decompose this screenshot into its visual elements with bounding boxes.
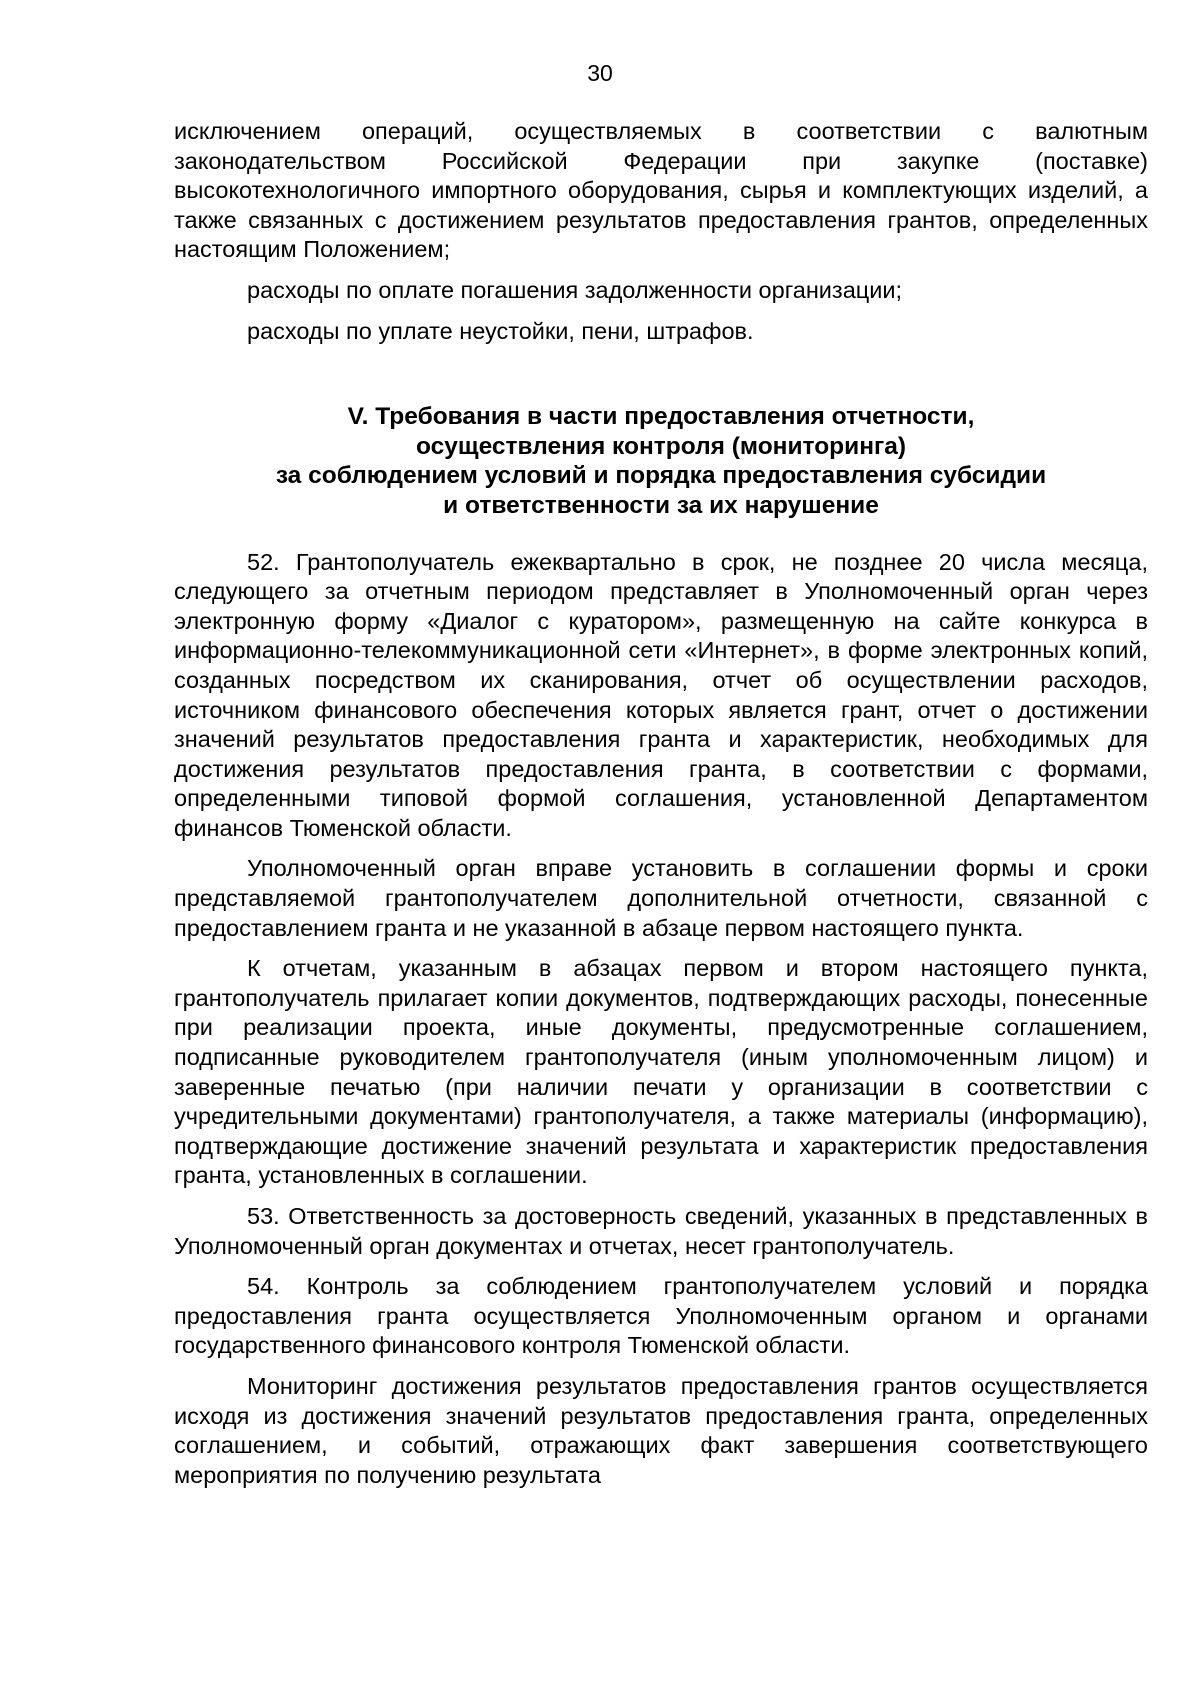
- paragraph-expenses-debt: расходы по оплате погашения задолженности организации;: [247, 276, 903, 303]
- paragraph-item-52: 52. Грантополучатель ежеквартально в срок, не позднее 20 числа месяца, следующего за отчетным периодом представляет в Уполномоченный орган через электронную форму «Диалог с куратором», размещенную на сайте конкурса в информационно-телекоммуникационной сети «Интернет», в форме электронных копий, созданных посредством их сканирования, отчет об осуществлении расходов, источником финансового обеспечения которых является грант, отчет о достижении значений результатов предоставления гранта и характеристик, необходимых для достижения результатов предоставления гранта, в соответствии с формами, определенными типовой формой соглашения, установленной Департаментом финансов Тюменской области.: [174, 548, 1148, 841]
- page-number: 30: [587, 60, 613, 86]
- paragraph-report-attachments: К отчетам, указанным в абзацах первом и втором настоящего пункта, грантополучатель прилагает копии документов, подтверждающих расходы, понесенные при реализации проекта, иные документы, предусмотренные соглашением, подписанные руководителем грантополучателя (иным уполномоченным лицом) и заверенные печатью (при наличии печати у организации в соответствии с учредительными документами) грантополучателя, а также материалы (информацию), подтверждающие достижение значений результата и характеристик предоставления гранта, установленных в соглашении.: [174, 955, 1148, 1189]
- section-heading-line: V. Требования в части предоставления отчетности,: [347, 403, 975, 431]
- paragraph-expenses-penalties: расходы по уплате неустойки, пени, штрафов.: [247, 317, 754, 344]
- paragraph-additional-reporting: Уполномоченный орган вправе установить в соглашении формы и сроки представляемой грантополучателем дополнительной отчетности, связанной с предоставлением гранта и не указанной в абзаце первом настоящего пункта.: [174, 855, 1148, 941]
- document-body: [174, 117, 1148, 1490]
- section-heading: [174, 402, 1148, 520]
- section-heading-line: осуществления контроля (мониторинга): [416, 432, 906, 460]
- section-heading-line: за соблюдением условий и порядка предоставления субсидии: [275, 462, 1047, 490]
- paragraph-continuation: исключением операций, осуществляемых в соответствии с валютным законодательством Российской Федерации при закупке (поставке) высокотехнологичного импортного оборудования, сырья и комплектующих изделий, а также связанных с достижением результатов предоставления грантов, определенных настоящим Положением;: [174, 118, 1148, 263]
- paragraph-item-53: 53. Ответственность за достоверность сведений, указанных в представленных в Уполномоченный орган документах и отчетах, несет грантополучатель.: [174, 1203, 1148, 1259]
- paragraph-monitoring: Мониторинг достижения результатов предоставления грантов осуществляется исходя из достижения значений результатов предоставления гранта, определенных соглашением, и событий, отражающих факт завершения соответствующего мероприятия по получению результата: [174, 1372, 1148, 1488]
- paragraph-item-54: 54. Контроль за соблюдением грантополучателем условий и порядка предоставления гранта осуществляется Уполномоченным органом и органами государственного финансового контроля Тюменской области.: [174, 1273, 1148, 1359]
- section-heading-line: и ответственности за их нарушение: [443, 491, 879, 519]
